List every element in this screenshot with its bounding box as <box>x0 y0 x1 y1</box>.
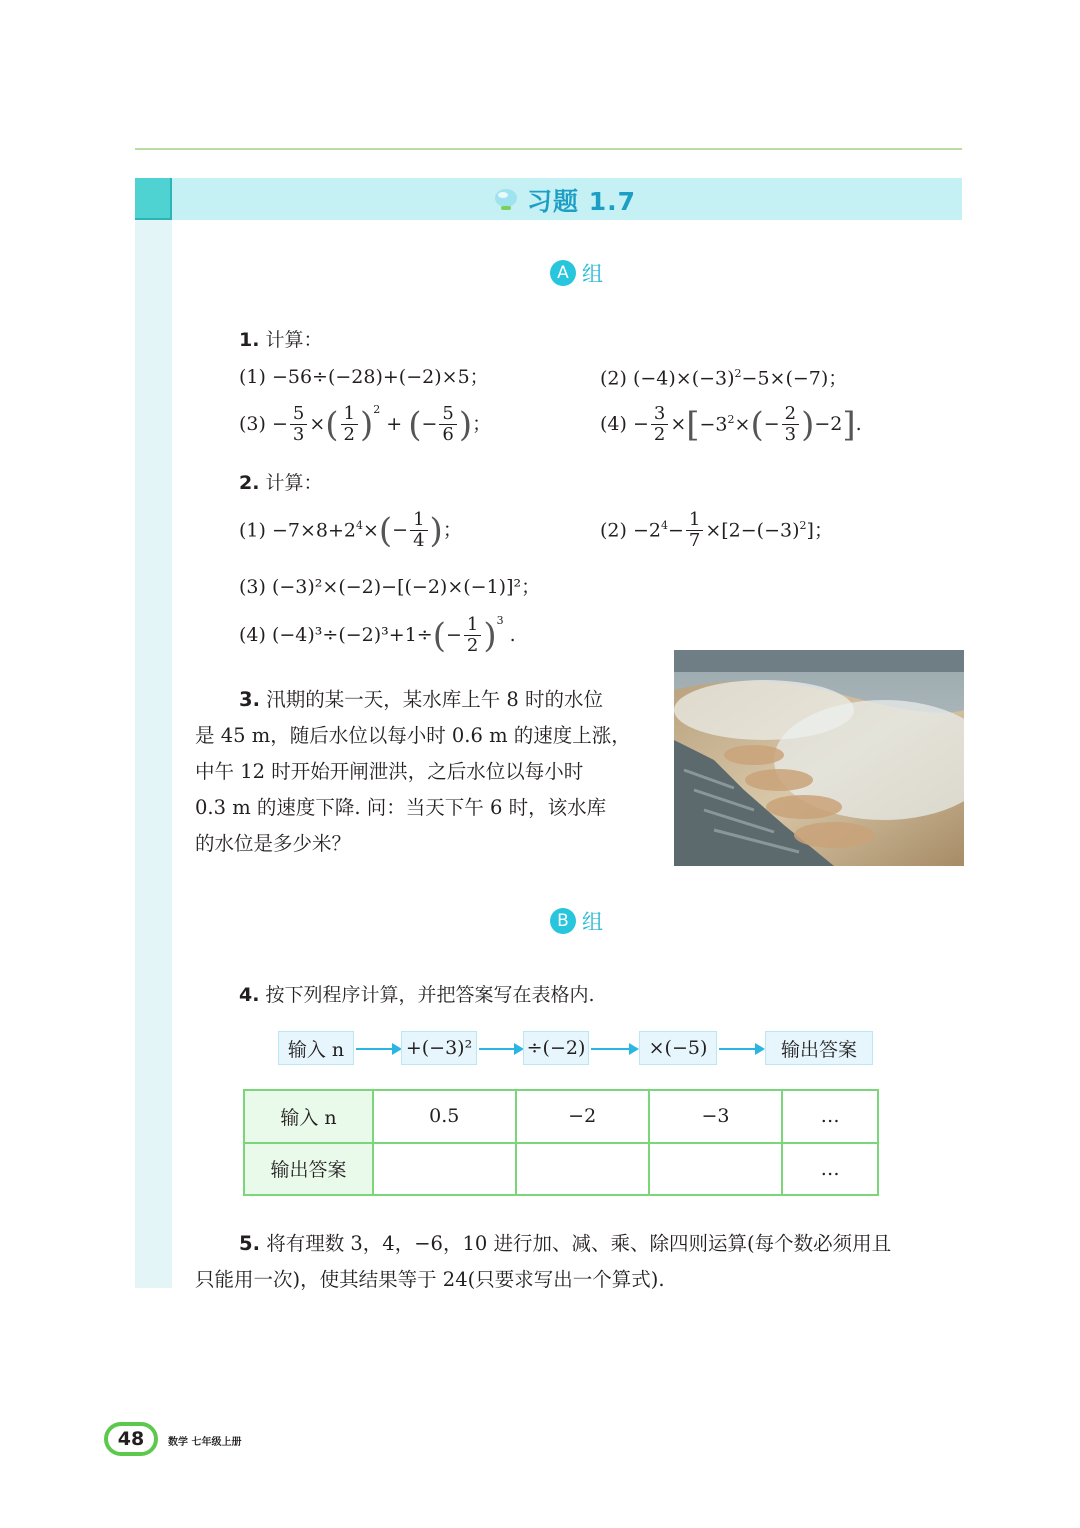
term: $-3^2\times$ <box>699 413 751 436</box>
q3-number: 3. <box>239 688 260 711</box>
q1-part4 <box>600 404 862 445</box>
answer-table <box>243 1089 879 1196</box>
q2-part1 <box>239 510 462 551</box>
paren: ( <box>408 404 422 445</box>
flow-arrow <box>591 1048 637 1050</box>
group-b-label: 组 <box>582 910 603 934</box>
section-title <box>493 182 636 218</box>
fraction: $\frac{5}{3}$ <box>290 404 307 445</box>
fraction: $\frac{2}{3}$ <box>782 404 799 445</box>
table-row <box>244 1143 878 1196</box>
q2-part3: (3) (−3)²×(−2)−[(−2)×(−1)]²； <box>239 576 541 598</box>
flow-step-multiply: ×(−5) <box>639 1031 717 1065</box>
times-sign: × <box>670 413 687 435</box>
q5-line-text: 将有理数 3，4，−6，10 进行加、减、乘、除四则运算(每个数必须用且 <box>266 1232 892 1255</box>
book-title: 数学 七年级上册 <box>168 1437 242 1448</box>
q3-line <box>195 682 655 718</box>
flow-step-divide: ÷(−2) <box>523 1031 589 1065</box>
q4-number: 4. <box>239 984 260 1006</box>
period: . <box>855 413 862 435</box>
q1-number: 1. <box>239 329 260 351</box>
group-a-label: 组 <box>582 262 603 286</box>
top-rule <box>135 148 962 150</box>
group-a-heading <box>550 258 603 288</box>
bracket: ] <box>842 404 856 445</box>
q3-paragraph <box>195 682 655 862</box>
flow-step-output: 输出答案 <box>765 1031 873 1065</box>
q1-part2-tail: −5×(−7)； <box>741 367 848 390</box>
paren: ) <box>483 615 497 656</box>
term: $\times[2-(-3)^2]$； <box>705 519 833 542</box>
semicolon: ； <box>472 413 492 435</box>
paren: ( <box>750 404 764 445</box>
page-number: 48 <box>104 1422 158 1456</box>
q1-part2 <box>600 368 847 388</box>
semicolon: ； <box>442 519 462 541</box>
bulb-icon <box>493 188 519 212</box>
minus-sign: − <box>421 413 438 435</box>
table-cell: … <box>782 1090 878 1143</box>
q1-text: 计算： <box>265 329 323 351</box>
q1-part3-prefix: (3) − <box>239 413 288 435</box>
group-a-badge: A <box>550 260 576 286</box>
q3-line: 是 45 m，随后水位以每小时 0.6 m 的速度上涨， <box>195 724 631 747</box>
sidebar-strip <box>135 220 172 1288</box>
q1-part2-head: (2) (−4)×(−3) <box>600 367 735 390</box>
plus-sign: + <box>380 413 409 435</box>
q1-part4-prefix: (4) − <box>600 413 649 435</box>
group-b-heading <box>550 906 603 936</box>
flow-step-input: 输入 n <box>278 1031 354 1065</box>
dam-flood-photo <box>674 650 964 866</box>
q5-line <box>195 1226 970 1262</box>
times-sign: × <box>309 413 326 435</box>
q3-line: 的水位是多少米？ <box>195 832 352 855</box>
table-row <box>244 1090 878 1143</box>
paren: ( <box>325 404 339 445</box>
table-cell: 0.5 <box>373 1090 516 1143</box>
table-header-cell: 输出答案 <box>244 1143 373 1196</box>
paren: ) <box>359 404 374 445</box>
q5-number: 5. <box>239 1232 260 1255</box>
q1-part2-exp: 2 <box>734 367 742 380</box>
q2-number: 2. <box>239 472 260 494</box>
flow-arrow <box>719 1048 763 1050</box>
minus-sign: − <box>392 519 409 541</box>
q2-text: 计算： <box>265 472 323 494</box>
fraction: $\frac{5}{6}$ <box>439 404 456 445</box>
q3-line: 中午 12 时开始开闸泄洪，之后水位以每小时 <box>195 760 584 783</box>
q1-heading <box>239 331 323 350</box>
minus-sign: − <box>763 413 780 435</box>
table-header-cell: 输入 n <box>244 1090 373 1143</box>
fraction: $\frac{1}{4}$ <box>410 510 427 551</box>
paren: ( <box>378 510 393 551</box>
q1-part1: (1) −56÷(−28)+(−2)×5； <box>239 366 489 388</box>
group-b-badge: B <box>550 908 576 934</box>
paren: ) <box>458 404 473 445</box>
table-cell: −3 <box>649 1090 782 1143</box>
q4-text: 按下列程序计算，并把答案写在表格内. <box>265 984 595 1006</box>
table-cell: … <box>782 1143 878 1196</box>
table-cell-empty[interactable] <box>516 1143 649 1196</box>
table-cell-empty[interactable] <box>649 1143 782 1196</box>
flow-arrow <box>479 1048 522 1050</box>
q2-part2 <box>600 510 833 551</box>
exponent: 2 <box>373 403 381 416</box>
table-cell-empty[interactable] <box>373 1143 516 1196</box>
minus-sign: − <box>445 624 462 646</box>
q2-heading <box>239 474 323 493</box>
term: $(1) -7\times 8+2^4\times$ <box>239 519 379 542</box>
flow-arrow <box>356 1048 400 1050</box>
page-title: 习题 1.7 <box>527 187 636 216</box>
q2-part4 <box>239 615 516 656</box>
paren: ) <box>429 510 443 551</box>
q2-part4-prefix: (4) (−4)³÷(−2)³+1÷ <box>239 624 433 646</box>
term: $(2) -2^4-$ <box>600 519 684 542</box>
fraction: $\frac{1}{2}$ <box>341 404 358 445</box>
exponent: 3 <box>496 614 504 627</box>
q5-line: 只能用一次)，使其结果等于 24(只要求写出一个算式). <box>195 1268 665 1291</box>
q4-heading <box>239 986 595 1005</box>
paren: ) <box>801 404 815 445</box>
q5-paragraph <box>195 1226 970 1298</box>
q3-line: 0.3 m 的速度下降. 问：当天下午 6 时，该水库 <box>195 796 607 819</box>
title-band-square <box>135 178 172 220</box>
fraction: $\frac{1}{2}$ <box>464 615 481 656</box>
q1-part3 <box>239 404 491 445</box>
period: . <box>503 624 516 646</box>
bracket: [ <box>686 404 700 445</box>
q3-line-text: 汛期的某一天，某水库上午 8 时的水位 <box>266 688 603 711</box>
term: −2 <box>814 413 843 435</box>
paren: ( <box>432 615 446 656</box>
fraction: $\frac{1}{7}$ <box>686 510 703 551</box>
fraction: $\frac{3}{2}$ <box>651 404 668 445</box>
flow-step-add: +(−3)² <box>401 1031 477 1065</box>
table-cell: −2 <box>516 1090 649 1143</box>
